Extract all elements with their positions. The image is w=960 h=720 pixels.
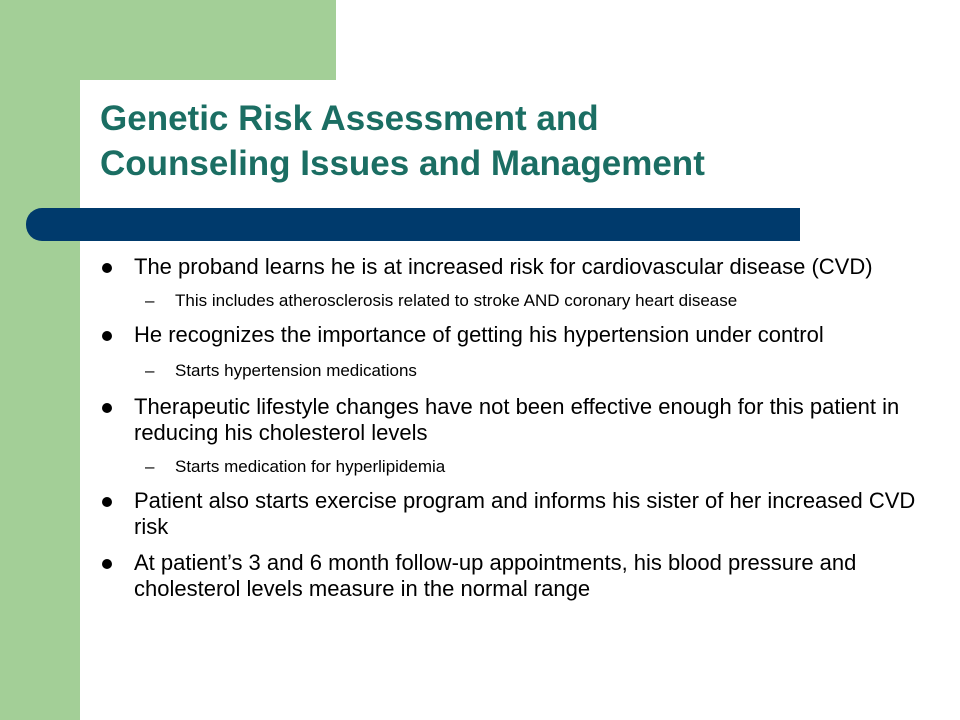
sub-bullet-item: – This includes atherosclerosis related to stroke AND coronary heart disease [100,290,920,312]
bullet-item: The proband learns he is at increased risk for cardiovascular disease (CVD) [100,254,920,280]
sub-bullet-item: – Starts hypertension medications [100,360,920,382]
slide-body [100,254,920,602]
bullet-item: At patient’s 3 and 6 month follow-up appointments, his blood pressure and cholesterol levels measure in the normal range [100,550,920,602]
sub-bullet-item: – Starts medication for hyperlipidemia [100,456,920,478]
bullet-item: Therapeutic lifestyle changes have not been effective enough for this patient in reducing his cholesterol levels [100,394,920,446]
bullet-item: Patient also starts exercise program and informs his sister of her increased CVD risk [100,488,920,540]
decorative-green-sidebar [0,0,80,720]
bullet-item: He recognizes the importance of getting his hypertension under control [100,322,920,348]
decorative-green-top-block [80,0,336,80]
slide-title [100,96,900,186]
title-divider-bar [26,208,800,241]
slide-title-line-2: Counseling Issues and Management [100,144,705,183]
slide-title-line-1: Genetic Risk Assessment and [100,99,599,138]
